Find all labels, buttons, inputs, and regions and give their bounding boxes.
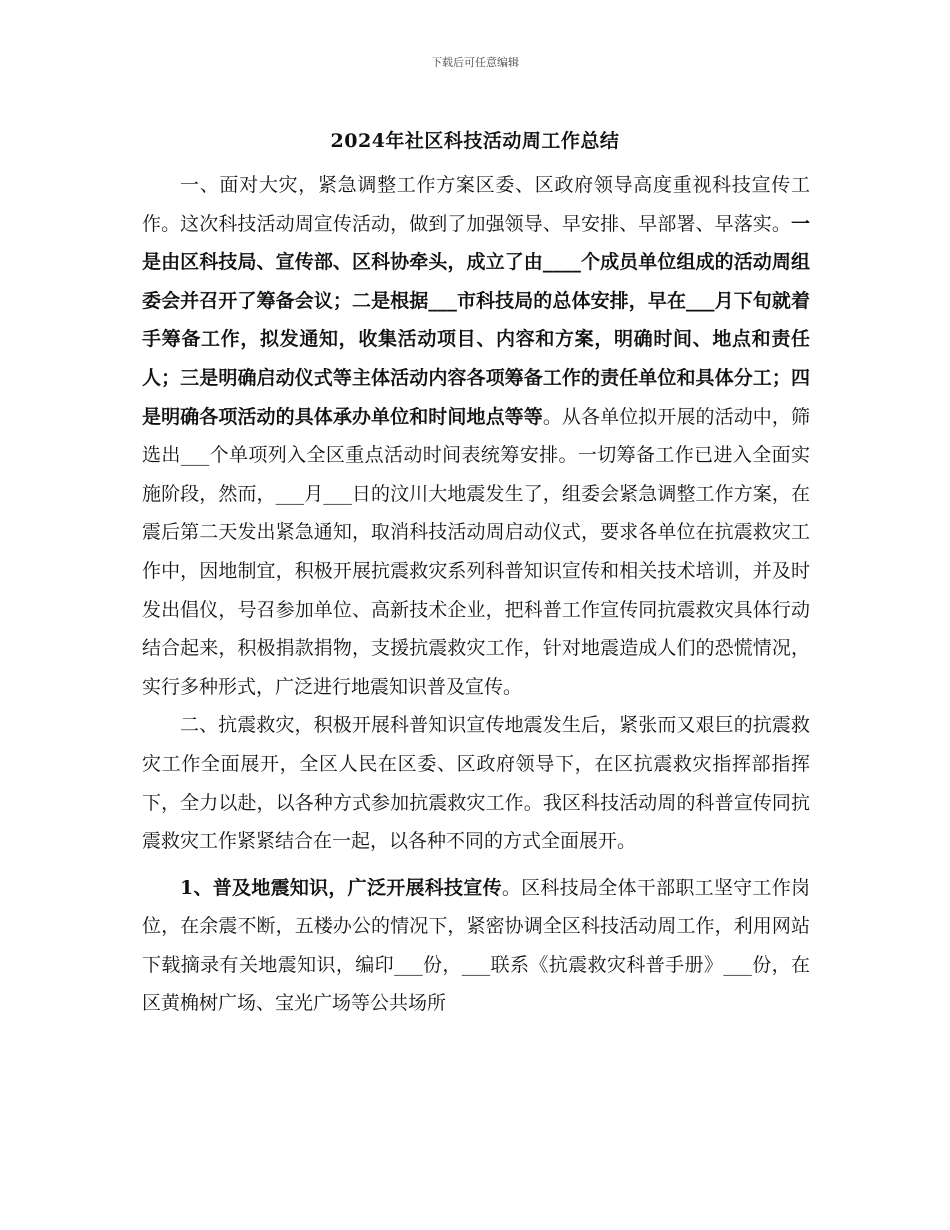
paragraph-1-bold: 一是由区科技局、宣传部、区科协牵头，成立了由____个成员单位组成的活动周组委会并召开了筹备会议；二是根据___市科技局的总体安排，早在___月下旬就着手筹备工作，拟发通知，收集活动项目、内容和方案，明确时间、地点和责任人；三是明确启动仪式等主体活动内容各项筹备工作的责任单位和具体分工；四是明确各项活动的具体承办单位和时间地点等等: [142, 212, 810, 428]
paragraph-2-text: 二、抗震救灾，积极开展科普知识宣传地震发生后，紧张而又艰巨的抗震救灾工作全面展开，全区人民在区委、区政府领导下，在区抗震救灾指挥部指挥下，全力以赴，以各种方式参加抗震救灾工作。我区科技活动周的科普宣传同抗震救灾工作紧紧结合在一起，以各种不同的方式全面展开。: [142, 714, 810, 853]
paragraph-3: [142, 869, 810, 1023]
paragraph-1: [142, 166, 810, 706]
header-note: 下载后可任意编辑: [431, 56, 519, 69]
paragraph-2: [142, 706, 810, 860]
paragraph-3-heading: 1、普及地震知识，广泛开展科技宣传: [180, 876, 502, 899]
document-body: [142, 166, 810, 1023]
paragraph-3-text: 。区科技局全体干部职工坚守工作岗位，在余震不断，五楼办公的情况下，紧密协调全区科技活动周工作，利用网站下载摘录有关地震知识，编印___份，___联系《抗震救灾科普手册》___份，在区黄桷树广场、宝光广场等公共场所: [142, 876, 810, 1015]
paragraph-1-intro: 一、面对大灾，紧急调整工作方案区委、区政府领导高度重视科技宣传工作。这次科技活动周宣传活动，做到了加强领导、早安排、早部署、早落实。: [142, 174, 810, 235]
document-title: 2024年社区科技活动周工作总结: [330, 130, 620, 152]
paragraph-1-rest: 。从各单位拟开展的活动中，筛选出___个单项列入全区重点活动时间表统筹安排。一切筹备工作已进入全面实施阶段，然而，___月___日的汶川大地震发生了，组委会紧急调整工作方案，在震后第二天发出紧急通知，取消科技活动周启动仪式，要求各单位在抗震救灾工作中，因地制宜，积极开展抗震救灾系列科普知识宣传和相关技术培训，并及时发出倡仪，号召参加单位、高新技术企业，把科普工作宣传同抗震救灾具体行动结合起来，积极捐款捐物，支援抗震救灾工作，针对地震造成人们的恐慌情况，实行多种形式，广泛进行地震知识普及宣传。: [142, 405, 810, 698]
